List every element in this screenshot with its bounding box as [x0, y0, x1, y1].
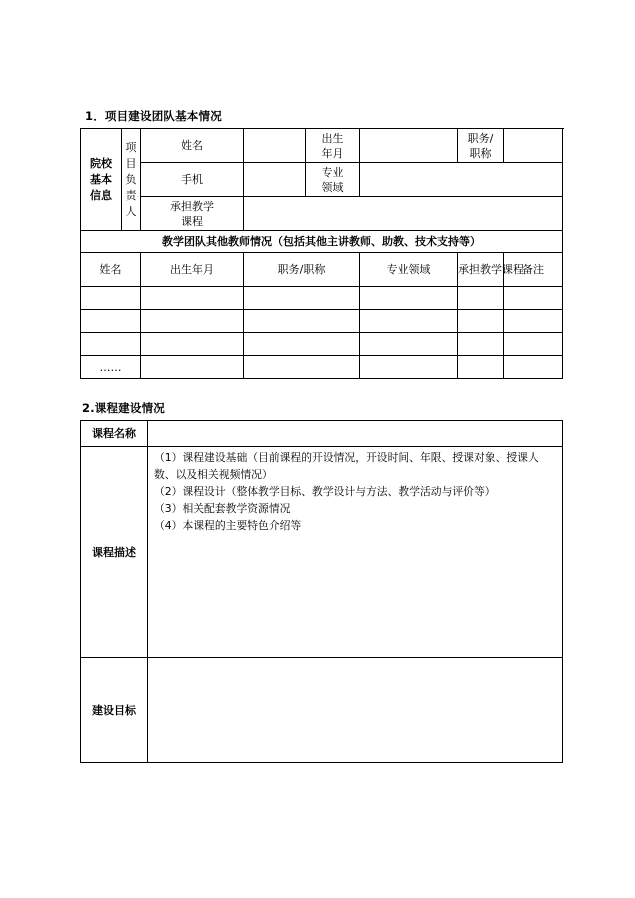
name-label: 姓名: [141, 129, 244, 163]
section1-title: 1．项目建设团队基本情况: [85, 109, 222, 123]
course-label: 承担教学课程: [141, 197, 244, 231]
goal-value[interactable]: [148, 658, 563, 763]
course-value[interactable]: [244, 197, 563, 231]
col-course: 承担教学课程: [458, 253, 504, 287]
ellipsis-cell: ……: [81, 356, 141, 379]
name-value[interactable]: [244, 129, 306, 163]
col-remark: 备注: [504, 253, 563, 287]
birth-label: 出生年月: [306, 129, 360, 163]
table-row: [81, 287, 563, 310]
course-info-table: [80, 420, 563, 763]
col-name: 姓名: [81, 253, 141, 287]
course-name-value[interactable]: [148, 421, 563, 447]
section2-title: 2.课程建设情况: [82, 401, 165, 415]
table-row: [81, 333, 563, 356]
school-info-label: 院校基本信息: [81, 129, 122, 231]
course-desc-value[interactable]: [148, 447, 563, 658]
course-desc-line-2: （2）课程设计（整体教学目标、教学设计与方法、教学活动与评价等）: [154, 485, 496, 498]
col-birth: 出生年月: [141, 253, 244, 287]
birth-value[interactable]: [360, 129, 458, 163]
course-name-label: 课程名称: [81, 421, 148, 447]
course-desc-line-4: （4）本课程的主要特色介绍等: [154, 519, 302, 532]
course-desc-line-3: （3）相关配套教学资源情况: [154, 502, 291, 515]
phone-value[interactable]: [244, 163, 306, 197]
team-header: 教学团队其他教师情况（包括其他主讲教师、助教、技术支持等）: [81, 231, 563, 253]
course-desc-label: 课程描述: [81, 447, 148, 658]
col-major: 专业领域: [360, 253, 458, 287]
goal-label: 建设目标: [81, 658, 148, 763]
project-leader-label: 项目负责人: [122, 129, 141, 231]
table-row: [81, 310, 563, 333]
team-info-table: [80, 128, 563, 379]
major-value[interactable]: [360, 163, 563, 197]
table-row: [81, 356, 563, 379]
title-label: 职务/职称: [458, 129, 504, 163]
phone-label: 手机: [141, 163, 244, 197]
course-desc-line-1: （1）课程建设基础（目前课程的开设情况，开设时间、年限、授课对象、授课人数、以及相关视频情况）: [154, 451, 539, 481]
col-title: 职务/职称: [244, 253, 360, 287]
title-value[interactable]: [504, 129, 563, 163]
major-label: 专业领域: [306, 163, 360, 197]
